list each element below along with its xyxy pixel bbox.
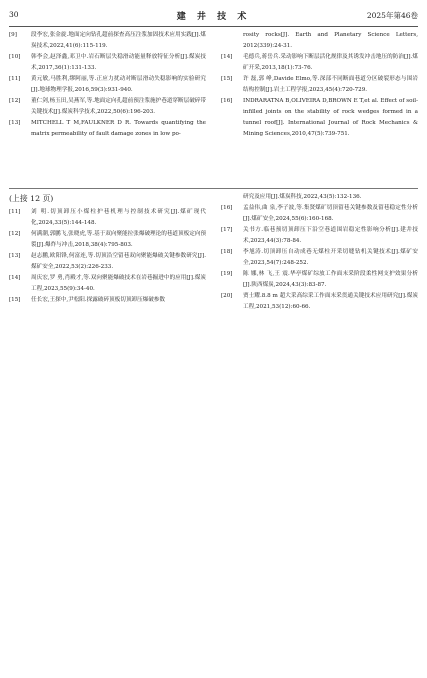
ref-number: [11]: [9, 76, 21, 82]
ref-number: [20]: [221, 293, 233, 299]
ref-number: [14]: [221, 54, 233, 60]
ref-number: [12]: [9, 231, 21, 237]
ref-number: [14]: [9, 275, 21, 281]
reference-entry: [9, 251, 206, 273]
reference-entry: [9, 295, 206, 306]
ref-number: [15]: [221, 76, 233, 82]
ref-text: 李旭涛.切顶卸压自动成巷无煤柱开采切缝钻机关键技术[J].煤矿安全,2023,54(7):248-252.: [243, 249, 418, 266]
ref-text: MITCHELL T M,FAULKNER D R. Towards quantifying the matrix permeability of fault damage zones in low po-: [31, 120, 206, 137]
ref-number: [18]: [221, 249, 233, 255]
ref-text: 毛德兵,蒋岳兵.采动影响下断层活化规律及其诱发冲击地压的防治[J].煤矿开采,2013,18(1):73-76.: [243, 54, 418, 71]
ref-text: 研究及应用[J].煤炭科技,2022,43(5):132-136.: [243, 194, 362, 200]
reference-entry: [9, 30, 206, 52]
ref-number: [15]: [9, 297, 21, 303]
header-rule: [9, 26, 418, 27]
reference-entry: [221, 291, 418, 313]
reference-entry: [221, 74, 418, 96]
reference-entry: [9, 52, 206, 74]
ref-text: 陈 娜,林 飞,王 震.华亭煤矿综放工作面末采阶段柔性网支护效果分析[J].陕西煤炭,2024,43(3):83-87.: [243, 271, 418, 288]
reference-entry: [9, 96, 206, 118]
bottom-left-column: [9, 192, 206, 306]
reference-entry: [221, 52, 418, 74]
ref-text: 段李宏,张金旋.地面定向钻孔超前探查高压注浆加固技术应用实践[J].煤炭技术,2022,41(6):115-119.: [31, 32, 206, 49]
ref-text: 孟益伟,曲 泉,李子波,等.集贤煤矿切顶留巷关键参数及留巷稳定性分析[J].煤矿安全,2024,55(6):160-168.: [243, 205, 418, 222]
ref-text: rosity rocks[J]. Earth and Planetary Science Letters, 2012(339):24-31.: [243, 32, 418, 49]
ref-text: 赵志鹏,欧阳锋,何富连,等.切顶沿空留巷双向聚能爆破关键参数研究[J].煤矿安全,2022,53(2):226-233.: [31, 253, 206, 270]
ref-text: 刘 明.切顶卸压小煤柱护巷机理与控制技术研究[J].煤矿现代化,2024,33(5):144-148.: [31, 209, 206, 226]
reference-entry: [221, 96, 418, 140]
ref-text: INDRARATNA B,OLIVEIRA D,BROWN E T,et al. Effect of soil-infilled joints on the stability of rock wedges formed in a tunnel roof[J]. International Journal of Rock Mechanics & Mining Sciences,2010,47(5):739-751.: [243, 98, 418, 137]
reference-entry: [9, 74, 206, 96]
ref-number: [11]: [9, 209, 21, 215]
ref-text: 关书方.临巷预切顶卸压下沿空巷道围岩稳定性影响分析[J].建井技术,2023,44(3):78-84.: [243, 227, 418, 244]
reference-entry: [221, 247, 418, 269]
reference-continuation: [221, 30, 418, 52]
reference-entry: [221, 269, 418, 291]
ref-number: [19]: [221, 271, 233, 277]
issue-info: 2025年第46卷: [366, 11, 418, 20]
bottom-right-column: [221, 192, 418, 313]
top-left-column: [9, 30, 206, 140]
reference-entry: [9, 207, 206, 229]
ref-number: [17]: [221, 227, 233, 233]
ref-text: 任长宏,王探中,尹松阳.探露破碎顶板切顶卸压爆破参数: [31, 297, 165, 303]
reference-entry: [221, 225, 418, 247]
continued-heading: (上接 12 页): [9, 194, 54, 203]
ref-number: [13]: [9, 120, 21, 126]
journal-title: 建 井 技 术: [176, 12, 251, 22]
reference-entry: [9, 273, 206, 295]
ref-text: 周庆宏,罗 勇,肖殿才,等.双向聚能爆破技术在岩巷掘进中的应用[J].煤炭工程,2023,55(9):34-40.: [31, 275, 206, 292]
section-divider: [9, 188, 418, 189]
ref-text: 黄元敏,马胜利,缪阿丽,等.正应力扰动对断层滑动失稳影响的实验研究[J].地球物理学报,2016,59(3):931-940.: [31, 76, 206, 93]
reference-entry: [9, 229, 206, 251]
ref-text: 贾士耀.8.8 m 超大采高综采工作面末采贯通关键技术应用研究[J].煤炭工程,2021,53(12):60-66.: [243, 293, 418, 310]
reference-entry: [221, 203, 418, 225]
ref-text: 何满潮,郭鹏飞,张晓虎,等.基于双向聚能拉张爆破理论的巷道顶板定向预裂[J].爆炸与冲击,2018,38(4):795-803.: [31, 231, 206, 248]
page-number: 30: [9, 10, 19, 19]
ref-number: [10]: [9, 54, 21, 60]
ref-number: [9]: [9, 32, 17, 38]
ref-number: [16]: [221, 205, 233, 211]
ref-text: 韩李会,赵泽鑫,邓卫中.岩石断层失稳滑动能量释放特征分析[J].煤炭技术,2017,36(1):131-133.: [31, 54, 206, 71]
ref-number: [16]: [221, 98, 233, 104]
page-header: [9, 10, 418, 22]
reference-continuation: [221, 192, 418, 203]
reference-entry: [9, 118, 206, 140]
top-right-column: [221, 30, 418, 140]
ref-text: 董仁剑,杨玉田,吴燕军,等.地面定向孔超前预注浆施护巷道穿断层破碎带关键技术[J].煤炭科学技术,2022,50(6):196-203.: [31, 98, 206, 115]
ref-text: 许 磊,郭 峥,Davide Elmo,等.深部不同断面巷道分区破裂形态与围岩结构控制[J].岩土工程学报,2023,45(4):720-729.: [243, 76, 418, 93]
ref-number: [12]: [9, 98, 21, 104]
ref-number: [13]: [9, 253, 21, 259]
